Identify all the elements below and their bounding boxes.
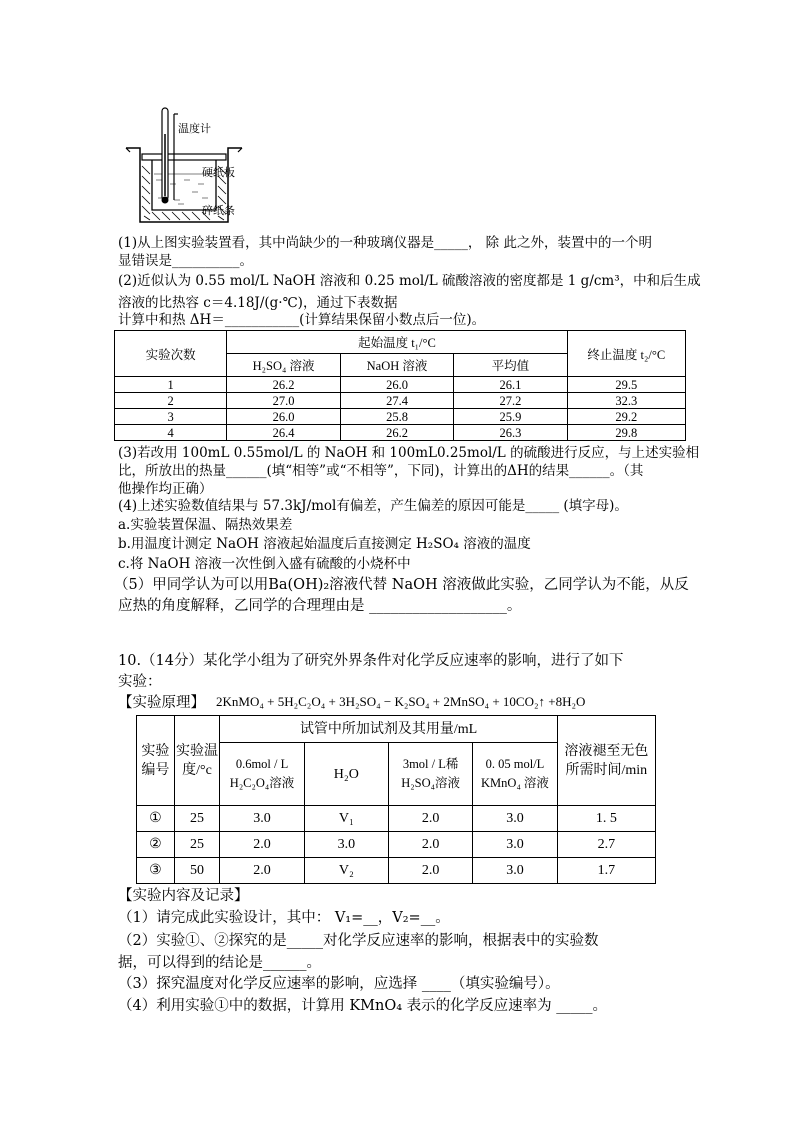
cell: ② (137, 832, 175, 858)
col-naoh: NaOH 溶液 (340, 354, 453, 377)
q9-part4-option-a: a.实验装置保温、隔热效果差 (118, 517, 293, 533)
q9-part4-option-c: c.将 NaOH 溶液一次性倒入盛有硫酸的小烧杯中 (118, 556, 411, 572)
q10-record-label: 【实验内容及记录】 (118, 888, 249, 904)
col-average: 平均值 (454, 354, 567, 377)
cell: 26.3 (454, 425, 567, 441)
q10-sub4: （4）利用实验①中的数据，计算用 KMnO₄ 表示的化学反应速率为 _____。 (118, 998, 608, 1014)
col-id: 实验编号 (137, 716, 175, 806)
cell: 25.9 (454, 409, 567, 425)
cell: V₁ (304, 806, 388, 832)
cell: 3.0 (220, 806, 304, 832)
cell: 3 (115, 409, 227, 425)
cell: V₂ (304, 858, 388, 884)
cell: 25.8 (340, 409, 453, 425)
table-row (137, 832, 656, 858)
cell: 3.0 (473, 806, 557, 832)
q9-part1-line2: 显错误是__________。 (118, 253, 253, 269)
cell: 2.7 (557, 832, 655, 858)
q9-part4-line1: (4)上述实验数值结果与 57.3kJ/mol有偏差，产生偏差的原因可能是_____ (填字母)。 (118, 498, 628, 514)
col-fade-time: 溶液褪至无色所需时间/min (557, 716, 655, 806)
cell: 26.0 (227, 409, 340, 425)
q9-part5-line2: 应热的角度解释，乙同学的合理理由是 ___________________。 (118, 598, 522, 614)
q9-part3-line2: 比，所放出的热量______(填“相等”或“不相等”，下同)，计算出的ΔH的结果______。（其 (118, 463, 644, 479)
cell: 27.2 (454, 393, 567, 409)
col-h2o: H₂O (304, 743, 388, 806)
cell: 26.2 (227, 377, 340, 393)
col-h2so4: H₂SO₄ 溶液 (227, 354, 340, 377)
col-h2c2o4: 0.6mol / L H₂C₂O₄溶液 (220, 743, 304, 806)
cardboard-label: 硬纸板 (202, 166, 235, 179)
cell: 29.8 (567, 425, 685, 441)
col-end-temp: 终止温度 t₂/°C (567, 331, 685, 377)
reaction-rate-table (136, 715, 656, 884)
table-row (137, 858, 656, 884)
table-row (115, 393, 686, 409)
q10-sub2-line2: 据，可以得到的结论是______。 (118, 955, 321, 971)
q10-equation: 2KnMO₄ + 5H₂C₂O₄ + 3H₂SO₄ − K₂SO₄ + 2MnSO₄ + 10CO₂↑ +8H₂O (216, 694, 586, 709)
cell: 4 (115, 425, 227, 441)
cell: 3.0 (473, 832, 557, 858)
cell: 26.0 (340, 377, 453, 393)
q9-part5-line1: （5）甲同学认为可以用Ba(OH)₂溶液代替 NaOH 溶液做此实验，乙同学认为不能，从反 (114, 577, 689, 593)
col-temp: 实验温度/°c (174, 716, 220, 806)
cell: 50 (174, 858, 220, 884)
q9-part2-line2: 溶液的比热容 c＝4.18J/(g·℃)，通过下表数据 (118, 295, 398, 311)
cell: 2.0 (388, 806, 472, 832)
q9-part3-line3: 他操作均正确） (118, 481, 213, 497)
cell: ③ (137, 858, 175, 884)
table-row (137, 806, 656, 832)
q9-part4-option-b: b.用温度计测定 NaOH 溶液起始温度后直接测定 H₂SO₄ 溶液的温度 (118, 536, 531, 552)
cell: 2.0 (220, 832, 304, 858)
neutralization-heat-table (114, 330, 686, 441)
cell: 25 (174, 832, 220, 858)
cell: 3.0 (473, 858, 557, 884)
table-row (115, 377, 686, 393)
col-kmno4: 0. 05 mol/L KMnO₄ 溶液 (473, 743, 557, 806)
cell: 26.1 (454, 377, 567, 393)
q10-intro-line1: 10.（14分）某化学小组为了研究外界条件对化学反应速率的影响，进行了如下 (118, 653, 624, 669)
col-trial: 实验次数 (115, 331, 227, 377)
col-start-temp: 起始温度 t₁/°C (227, 331, 567, 354)
cell: 2.0 (388, 832, 472, 858)
table-row (115, 425, 686, 441)
cell: 2 (115, 393, 227, 409)
cell: 1.7 (557, 858, 655, 884)
cell: 27.0 (227, 393, 340, 409)
col-h2so4: 3mol / L稀 H₂SO₄溶液 (388, 743, 472, 806)
cell: 29.2 (567, 409, 685, 425)
col-reagents: 试管中所加试剂及其用量/mL (220, 716, 557, 743)
q10-sub1: （1）请完成此实验设计，其中： V₁=__，V₂=__。 (118, 910, 450, 926)
q10-sub3: （3）探究温度对化学反应速率的影响，应选择 ____（填实验编号）。 (118, 976, 560, 992)
cell: 1 (115, 377, 227, 393)
q9-part2-line1: (2)近似认为 0.55 mol/L NaOH 溶液和 0.25 mol/L 硫酸溶液的密度都是 1 g/cm³，中和后生成 (118, 273, 701, 289)
cell: 26.4 (227, 425, 340, 441)
cell: 1. 5 (557, 806, 655, 832)
q9-part1-line1: (1)从上图实验装置看，其中尚缺少的一种玻璃仪器是_____， 除 此之外，装置中的一个明 (118, 235, 652, 251)
cell: 29.5 (567, 377, 685, 393)
cell: 2.0 (220, 858, 304, 884)
cell: 3.0 (304, 832, 388, 858)
table-row (115, 409, 686, 425)
q9-part2-line3: 计算中和热 ΔH＝___________(计算结果保留小数点后一位)。 (118, 312, 486, 328)
thermometer-label: 温度计 (178, 122, 211, 135)
cell: 27.4 (340, 393, 453, 409)
cell: 26.2 (340, 425, 453, 441)
q10-intro-line2: 实验： (118, 674, 162, 690)
paper-strips-label: 碎纸条 (202, 204, 235, 217)
cell: 32.3 (567, 393, 685, 409)
cell: 25 (174, 806, 220, 832)
cell: 2.0 (388, 858, 472, 884)
q10-sub2-line1: （2）实验①、②探究的是_____对化学反应速率的影响，根据表中的实验数 (118, 933, 599, 949)
q10-principle-label: 【实验原理】 (118, 695, 205, 711)
q9-part3-line1: (3)若改用 100mL 0.55mol/L 的 NaOH 和 100mL0.25mol/L 的硫酸进行反应，与上述实验相 (118, 445, 700, 461)
cell: ① (137, 806, 175, 832)
